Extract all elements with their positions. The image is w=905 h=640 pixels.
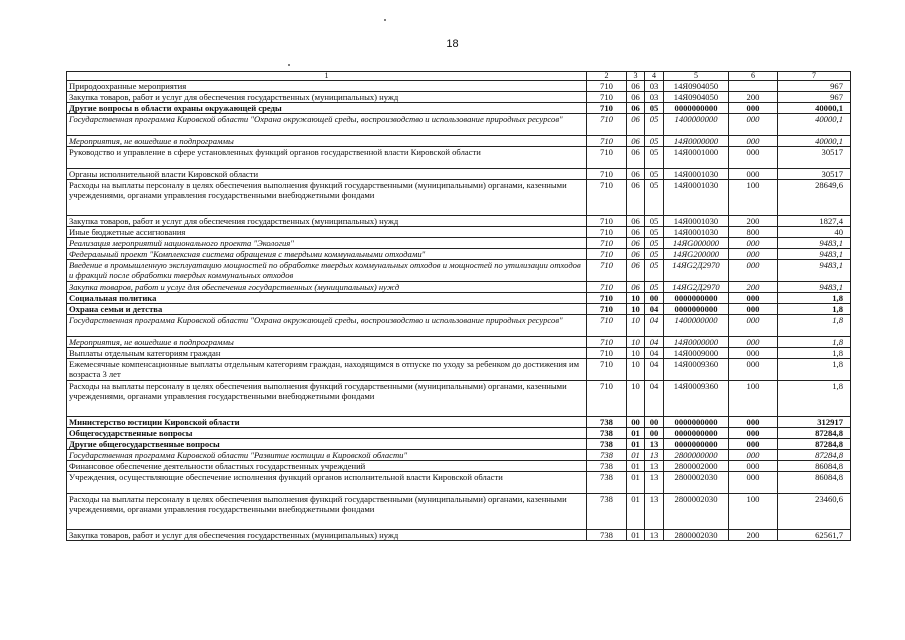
cell-amount: 1827,4: [778, 216, 851, 227]
cell-ministry: 710: [587, 238, 627, 249]
cell-section: 01: [627, 494, 645, 530]
cell-target: 14Я0001030: [664, 180, 729, 216]
page-number: 18: [446, 38, 459, 50]
cell-expense-type: 800: [729, 227, 778, 238]
cell-name: Выплаты отдельным категориям граждан: [67, 348, 587, 359]
cell-expense-type: 000: [729, 439, 778, 450]
cell-subsection: 04: [645, 304, 664, 315]
table-row: [67, 381, 851, 417]
cell-section: 06: [627, 216, 645, 227]
table-row: [67, 260, 851, 282]
col-header-ministry: 2: [587, 72, 627, 81]
cell-subsection: 04: [645, 359, 664, 381]
cell-subsection: 13: [645, 494, 664, 530]
table-row: [67, 461, 851, 472]
cell-section: 06: [627, 227, 645, 238]
cell-ministry: 710: [587, 249, 627, 260]
cell-subsection: 00: [645, 417, 664, 428]
table-row: [67, 114, 851, 136]
header-row: [67, 72, 851, 81]
cell-section: 01: [627, 439, 645, 450]
scan-speck: [384, 19, 386, 21]
col-header-section: 3: [627, 72, 645, 81]
cell-expense-type: 100: [729, 180, 778, 216]
cell-section: 06: [627, 103, 645, 114]
cell-ministry: 710: [587, 136, 627, 147]
cell-target: 14Я0001030: [664, 216, 729, 227]
cell-target: 1400000000: [664, 315, 729, 337]
cell-expense-type: [729, 81, 778, 92]
col-header-name: 1: [67, 72, 587, 81]
col-header-expense-type: 6: [729, 72, 778, 81]
cell-expense-type: 000: [729, 260, 778, 282]
cell-expense-type: 100: [729, 381, 778, 417]
cell-name: Закупка товаров, работ и услуг для обеспечения государственных (муниципальных) нужд: [67, 92, 587, 103]
cell-subsection: 04: [645, 381, 664, 417]
cell-expense-type: 000: [729, 348, 778, 359]
cell-amount: 40000,1: [778, 114, 851, 136]
cell-subsection: 04: [645, 348, 664, 359]
cell-amount: 23460,6: [778, 494, 851, 530]
table-row: [67, 428, 851, 439]
cell-section: 06: [627, 238, 645, 249]
table-row: [67, 439, 851, 450]
col-header-target: 5: [664, 72, 729, 81]
cell-expense-type: 000: [729, 249, 778, 260]
cell-amount: 28649,6: [778, 180, 851, 216]
cell-subsection: 05: [645, 180, 664, 216]
cell-amount: 86084,8: [778, 461, 851, 472]
cell-subsection: 05: [645, 227, 664, 238]
cell-ministry: 710: [587, 359, 627, 381]
cell-section: 06: [627, 92, 645, 103]
cell-subsection: 13: [645, 530, 664, 541]
cell-section: 06: [627, 180, 645, 216]
cell-name: Иные бюджетные ассигнования: [67, 227, 587, 238]
cell-name: Учреждения, осуществляющие обеспечение исполнения функций органов исполнительной власти Кировской области: [67, 472, 587, 494]
cell-expense-type: 000: [729, 315, 778, 337]
cell-ministry: 710: [587, 92, 627, 103]
cell-target: 14Я0904050: [664, 81, 729, 92]
cell-amount: 40: [778, 227, 851, 238]
table-row: [67, 216, 851, 227]
table-row: [67, 530, 851, 541]
cell-ministry: 710: [587, 103, 627, 114]
cell-name: Федеральный проект "Комплексная система обращения с твердыми коммунальными отходами": [67, 249, 587, 260]
cell-target: 0000000000: [664, 428, 729, 439]
cell-subsection: 05: [645, 260, 664, 282]
cell-subsection: 05: [645, 282, 664, 293]
cell-section: 01: [627, 428, 645, 439]
cell-amount: 86084,8: [778, 472, 851, 494]
cell-section: 10: [627, 315, 645, 337]
cell-ministry: 710: [587, 147, 627, 169]
cell-target: 14Я0001030: [664, 227, 729, 238]
cell-amount: 1,8: [778, 304, 851, 315]
cell-ministry: 710: [587, 114, 627, 136]
cell-subsection: 05: [645, 114, 664, 136]
cell-target: 0000000000: [664, 103, 729, 114]
table-row: [67, 417, 851, 428]
cell-ministry: 710: [587, 282, 627, 293]
cell-ministry: 738: [587, 439, 627, 450]
cell-name: Реализация мероприятий национального проекта "Экология": [67, 238, 587, 249]
cell-section: 01: [627, 461, 645, 472]
table-row: [67, 315, 851, 337]
cell-expense-type: 000: [729, 293, 778, 304]
cell-amount: 1,8: [778, 337, 851, 348]
cell-subsection: 05: [645, 216, 664, 227]
cell-amount: 9483,1: [778, 282, 851, 293]
cell-name: Охрана семьи и детства: [67, 304, 587, 315]
cell-subsection: 00: [645, 428, 664, 439]
cell-subsection: 13: [645, 450, 664, 461]
cell-name: Другие общегосударственные вопросы: [67, 439, 587, 450]
cell-expense-type: 200: [729, 92, 778, 103]
cell-expense-type: 000: [729, 304, 778, 315]
cell-expense-type: 000: [729, 147, 778, 169]
cell-section: 10: [627, 293, 645, 304]
cell-subsection: 04: [645, 337, 664, 348]
cell-target: 1400000000: [664, 114, 729, 136]
cell-expense-type: 000: [729, 428, 778, 439]
cell-amount: 9483,1: [778, 260, 851, 282]
cell-expense-type: 000: [729, 238, 778, 249]
cell-target: 14Я0009000: [664, 348, 729, 359]
cell-section: 01: [627, 530, 645, 541]
scan-speck: [288, 64, 290, 66]
cell-subsection: 05: [645, 238, 664, 249]
cell-expense-type: 000: [729, 337, 778, 348]
cell-amount: 9483,1: [778, 249, 851, 260]
cell-ministry: 710: [587, 348, 627, 359]
cell-section: 06: [627, 114, 645, 136]
cell-target: 14Я0000000: [664, 337, 729, 348]
cell-target: 14Я0009360: [664, 359, 729, 381]
cell-name: Мероприятия, не вошедшие в подпрограммы: [67, 136, 587, 147]
cell-section: 10: [627, 337, 645, 348]
cell-section: 00: [627, 417, 645, 428]
cell-section: 10: [627, 304, 645, 315]
table-row: [67, 81, 851, 92]
cell-expense-type: 000: [729, 450, 778, 461]
cell-section: 06: [627, 260, 645, 282]
cell-target: 14Я0904050: [664, 92, 729, 103]
cell-amount: 1,8: [778, 293, 851, 304]
cell-name: Ежемесячные компенсационные выплаты отдельным категориям граждан, находящимся в отпуске по уходу за ребенком до достижения им возраста 3 лет: [67, 359, 587, 381]
cell-target: 14Я0001000: [664, 147, 729, 169]
cell-section: 10: [627, 348, 645, 359]
cell-ministry: 738: [587, 472, 627, 494]
cell-ministry: 738: [587, 461, 627, 472]
cell-amount: 87284,8: [778, 450, 851, 461]
cell-name: Социальная политика: [67, 293, 587, 304]
cell-section: 06: [627, 147, 645, 169]
table-row: [67, 169, 851, 180]
cell-name: Государственная программа Кировской области "Развитие юстиции в Кировской области": [67, 450, 587, 461]
table-row: [67, 136, 851, 147]
cell-expense-type: 000: [729, 169, 778, 180]
table-row: [67, 180, 851, 216]
col-header-amount: 7: [778, 72, 851, 81]
cell-name: Финансовое обеспечение деятельности областных государственных учреждений: [67, 461, 587, 472]
cell-section: 06: [627, 282, 645, 293]
table-row: [67, 92, 851, 103]
cell-target: 14Я0001030: [664, 169, 729, 180]
table-row: [67, 238, 851, 249]
table-row: [67, 359, 851, 381]
cell-amount: 40000,1: [778, 136, 851, 147]
cell-amount: 967: [778, 92, 851, 103]
cell-section: 06: [627, 136, 645, 147]
col-header-subsection: 4: [645, 72, 664, 81]
cell-expense-type: 000: [729, 359, 778, 381]
cell-name: Министерство юстиции Кировской области: [67, 417, 587, 428]
table-row: [67, 147, 851, 169]
cell-ministry: 710: [587, 180, 627, 216]
cell-ministry: 738: [587, 450, 627, 461]
cell-name: Расходы на выплаты персоналу в целях обеспечения выполнения функций государственными (муниципальными) органами, казенными учреждениями, органами управления государственными внебюджетными фондами: [67, 180, 587, 216]
cell-target: 14Я0009360: [664, 381, 729, 417]
cell-expense-type: 000: [729, 114, 778, 136]
table-row: [67, 103, 851, 114]
cell-amount: 967: [778, 81, 851, 92]
cell-amount: 312917: [778, 417, 851, 428]
cell-target: 14ЯG000000: [664, 238, 729, 249]
table-row: [67, 227, 851, 238]
table-body: [67, 81, 851, 541]
cell-amount: 30517: [778, 169, 851, 180]
cell-name: Государственная программа Кировской области "Охрана окружающей среды, воспроизводство и использование природных ресурсов": [67, 315, 587, 337]
cell-ministry: 710: [587, 216, 627, 227]
cell-name: Закупка товаров, работ и услуг для обеспечения государственных (муниципальных) нужд: [67, 530, 587, 541]
cell-expense-type: 000: [729, 461, 778, 472]
cell-name: Расходы на выплаты персоналу в целях обеспечения выполнения функций государственными (муниципальными) органами, казенными учреждениями, органами управления государственными внебюджетными фондами: [67, 381, 587, 417]
cell-name: Расходы на выплаты персоналу в целях обеспечения выполнения функций государственными (муниципальными) органами, казенными учреждениями, органами управления государственными внебюджетными фондами: [67, 494, 587, 530]
table-row: [67, 450, 851, 461]
cell-amount: 87284,8: [778, 428, 851, 439]
cell-subsection: 13: [645, 461, 664, 472]
cell-ministry: 710: [587, 260, 627, 282]
cell-ministry: 710: [587, 304, 627, 315]
cell-target: 2800002000: [664, 461, 729, 472]
cell-target: 2800002030: [664, 494, 729, 530]
cell-ministry: 738: [587, 417, 627, 428]
cell-expense-type: 100: [729, 494, 778, 530]
cell-section: 10: [627, 359, 645, 381]
cell-ministry: 710: [587, 227, 627, 238]
table-row: [67, 472, 851, 494]
cell-section: 06: [627, 169, 645, 180]
table-row: [67, 348, 851, 359]
cell-expense-type: 000: [729, 472, 778, 494]
table-row: [67, 293, 851, 304]
cell-amount: 9483,1: [778, 238, 851, 249]
cell-amount: 1,8: [778, 348, 851, 359]
cell-expense-type: 000: [729, 136, 778, 147]
cell-section: 01: [627, 450, 645, 461]
cell-ministry: 710: [587, 169, 627, 180]
cell-name: Закупка товаров, работ и услуг для обеспечения государственных (муниципальных) нужд: [67, 282, 587, 293]
cell-subsection: 13: [645, 472, 664, 494]
cell-ministry: 710: [587, 293, 627, 304]
cell-subsection: 05: [645, 147, 664, 169]
cell-target: 2800002030: [664, 472, 729, 494]
cell-subsection: 03: [645, 81, 664, 92]
cell-subsection: 03: [645, 92, 664, 103]
table-row: [67, 304, 851, 315]
cell-target: 0000000000: [664, 439, 729, 450]
table-row: [67, 494, 851, 530]
cell-amount: 30517: [778, 147, 851, 169]
cell-target: 0000000000: [664, 417, 729, 428]
table-row: [67, 282, 851, 293]
cell-expense-type: 200: [729, 282, 778, 293]
cell-name: Мероприятия, не вошедшие в подпрограммы: [67, 337, 587, 348]
cell-ministry: 738: [587, 428, 627, 439]
cell-subsection: 04: [645, 315, 664, 337]
cell-ministry: 710: [587, 81, 627, 92]
cell-subsection: 13: [645, 439, 664, 450]
cell-amount: 87284,8: [778, 439, 851, 450]
cell-name: Закупка товаров, работ и услуг для обеспечения государственных (муниципальных) нужд: [67, 216, 587, 227]
cell-name: Другие вопросы в области охраны окружающей среды: [67, 103, 587, 114]
cell-target: 2800000000: [664, 450, 729, 461]
cell-amount: 1,8: [778, 381, 851, 417]
cell-amount: 1,8: [778, 359, 851, 381]
cell-ministry: 738: [587, 530, 627, 541]
table-row: [67, 249, 851, 260]
cell-subsection: 05: [645, 249, 664, 260]
cell-name: Органы исполнительной власти Кировской области: [67, 169, 587, 180]
cell-name: Природоохранные мероприятия: [67, 81, 587, 92]
cell-expense-type: 000: [729, 417, 778, 428]
cell-expense-type: 200: [729, 530, 778, 541]
cell-subsection: 05: [645, 136, 664, 147]
table-row: [67, 337, 851, 348]
cell-section: 06: [627, 81, 645, 92]
cell-name: Общегосударственные вопросы: [67, 428, 587, 439]
cell-amount: 62561,7: [778, 530, 851, 541]
cell-subsection: 05: [645, 169, 664, 180]
cell-name: Государственная программа Кировской области "Охрана окружающей среды, воспроизводство и использование природных ресурсов": [67, 114, 587, 136]
cell-target: 14ЯG2Д2970: [664, 260, 729, 282]
cell-section: 10: [627, 381, 645, 417]
cell-subsection: 00: [645, 293, 664, 304]
cell-ministry: 738: [587, 494, 627, 530]
cell-amount: 40000,1: [778, 103, 851, 114]
cell-amount: 1,8: [778, 315, 851, 337]
cell-target: 14ЯG200000: [664, 249, 729, 260]
cell-target: 0000000000: [664, 293, 729, 304]
cell-target: 14Я0000000: [664, 136, 729, 147]
budget-table: [66, 71, 851, 541]
cell-expense-type: 000: [729, 103, 778, 114]
cell-ministry: 710: [587, 315, 627, 337]
cell-ministry: 710: [587, 381, 627, 417]
cell-ministry: 710: [587, 337, 627, 348]
cell-section: 06: [627, 249, 645, 260]
cell-target: 0000000000: [664, 304, 729, 315]
cell-name: Руководство и управление в сфере установленных функций органов государственной власти Кировской области: [67, 147, 587, 169]
cell-expense-type: 200: [729, 216, 778, 227]
cell-target: 14ЯG2Д2970: [664, 282, 729, 293]
cell-section: 01: [627, 472, 645, 494]
cell-target: 2800002030: [664, 530, 729, 541]
cell-subsection: 05: [645, 103, 664, 114]
cell-name: Введение в промышленную эксплуатацию мощностей по обработке твердых коммунальных отходов и мощностей по утилизации отходов и фракций после обработки твердых коммунальных отходов: [67, 260, 587, 282]
